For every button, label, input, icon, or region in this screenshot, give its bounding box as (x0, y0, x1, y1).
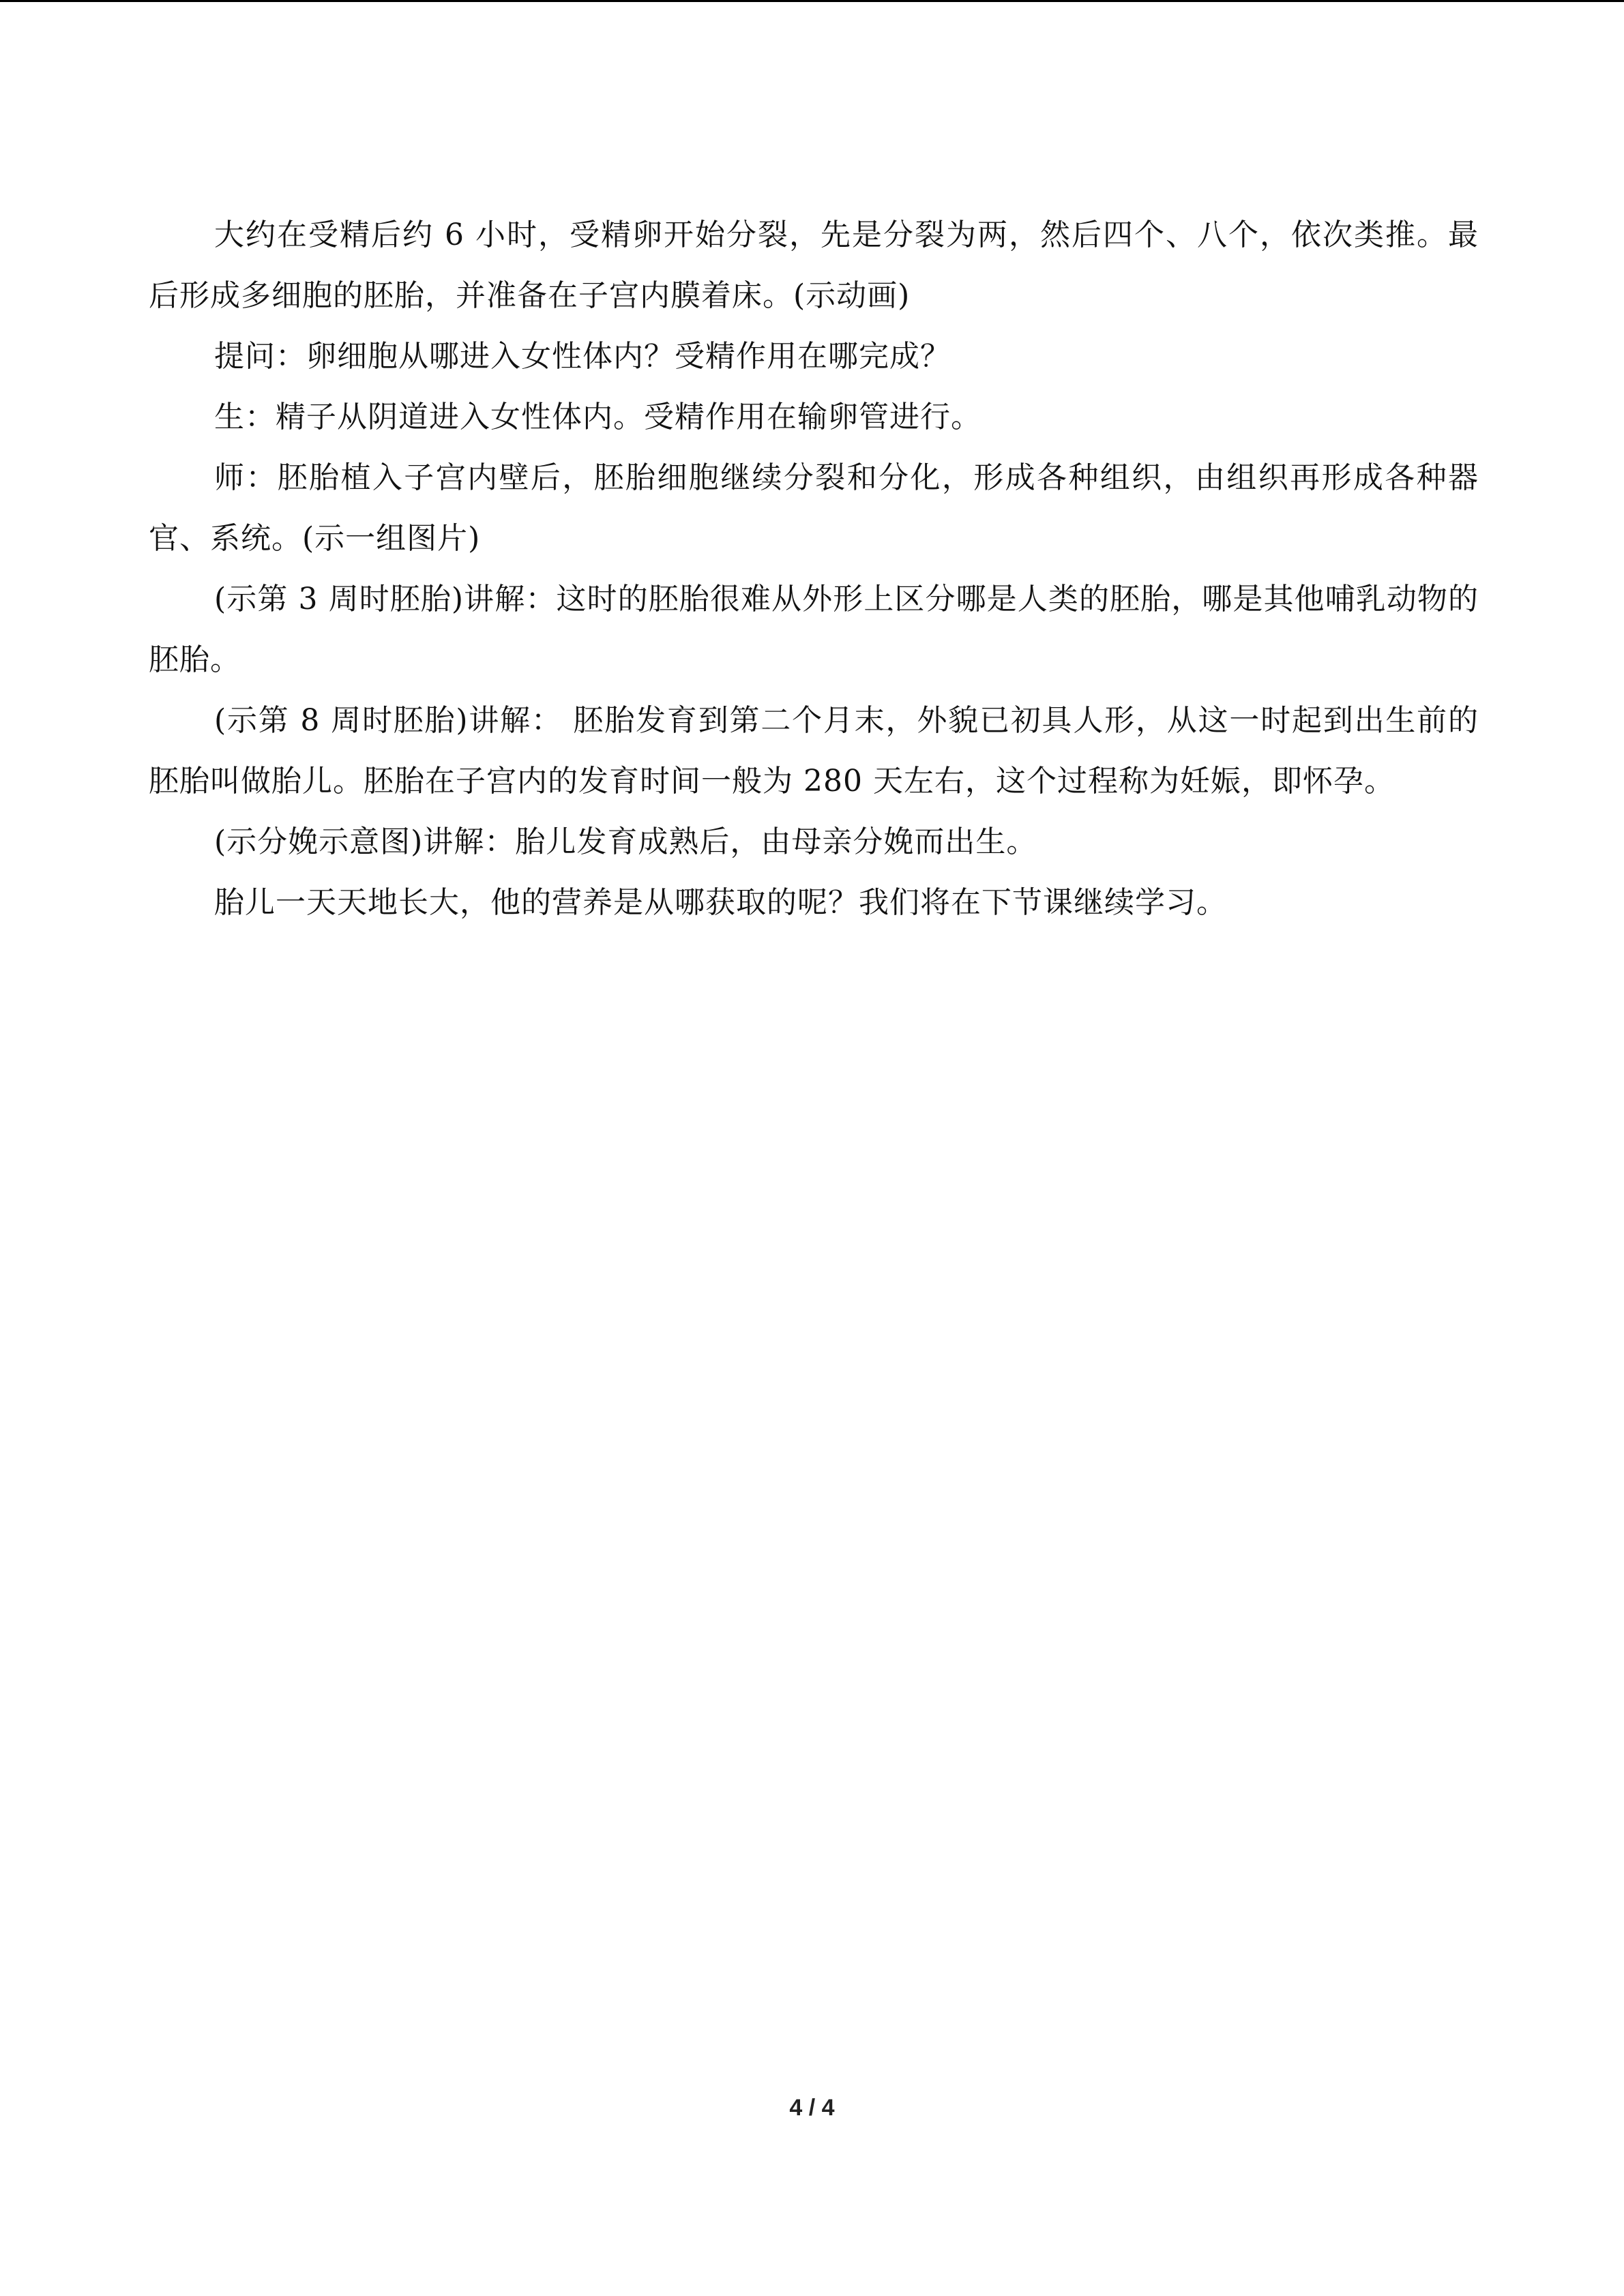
paragraph-question: 提问：卵细胞从哪进入女性体内？受精作用在哪完成？ (214, 339, 951, 374)
paragraph-week-3-embryo: (示第 3 周时胚胎)讲解：这时的胚胎很难从外形上区分哪是人类的胚胎，哪是其他哺乳动物的胚胎。 (149, 582, 1479, 677)
paragraph-childbirth: (示分娩示意图)讲解：胎儿发育成熟后，由母亲分娩而出生。 (214, 824, 1037, 859)
paragraph-teacher-explanation: 师：胚胎植入子宫内壁后，胚胎细胞继续分裂和分化，形成各种组织，由组织再形成各种器官、系统。(示一组图片) (149, 460, 1479, 556)
paragraph-cell-division: 大约在受精后约 6 小时，受精卵开始分裂，先是分裂为两，然后四个、八个，依次类推。最后形成多细胞的胚胎，并准备在子宫内膜着床。(示动画) (149, 218, 1479, 313)
paragraph-week-8-embryo: (示第 8 周时胚胎)讲解： 胚胎发育到第二个月末，外貌已初具人形，从这一时起到出生前的胚胎叫做胎儿。胚胎在子宫内的发育时间一般为 280 天左右，这个过程称为妊娠，即怀孕。 (149, 703, 1479, 799)
paragraph-student-answer: 生：精子从阴道进入女性体内。受精作用在输卵管进行。 (214, 400, 981, 434)
paragraph-closing: 胎儿一天天地长大，他的营养是从哪获取的呢？我们将在下节课继续学习。 (214, 885, 1227, 920)
page-number: 4 / 4 (789, 2095, 835, 2121)
top-border-line (0, 0, 1624, 2)
document-body (149, 205, 1479, 933)
